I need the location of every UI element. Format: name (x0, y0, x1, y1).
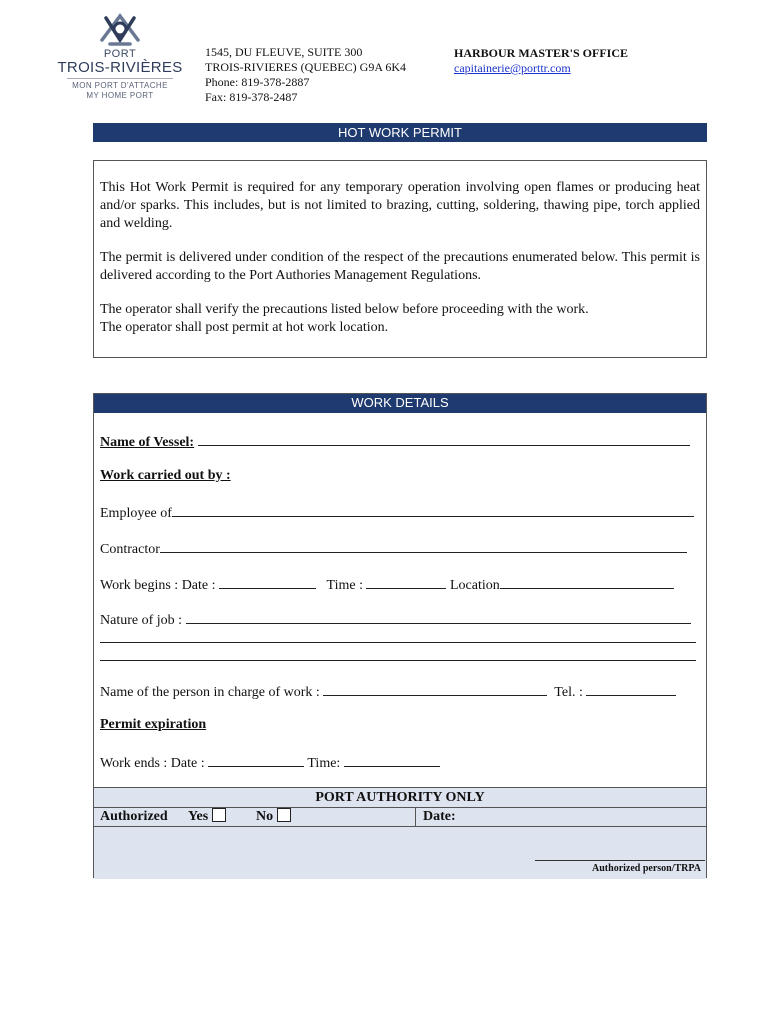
address-fax: Fax: 819-378-2487 (205, 90, 298, 104)
begins-date-field[interactable] (219, 575, 316, 589)
work-details-bar: WORK DETAILS (94, 394, 706, 413)
person-in-charge-field[interactable] (323, 682, 547, 696)
logo-divider (67, 78, 173, 79)
person-in-charge-row (100, 682, 676, 701)
work-ends-row (100, 753, 440, 772)
no-checkbox[interactable] (277, 808, 291, 822)
intro-verify-line: The operator shall verify the precautions listed below before proceeding with the work. (100, 302, 589, 317)
permit-title-bar: HOT WORK PERMIT (93, 123, 707, 142)
location-label: Location (449, 578, 500, 593)
intro-paragraph-3 (100, 301, 700, 337)
person-in-charge-label: Name of the person in charge of work : (100, 685, 320, 700)
begins-time-field[interactable] (366, 575, 446, 589)
contractor-field[interactable] (160, 539, 687, 553)
authorization-row (94, 807, 706, 827)
port-authority-heading: PORT AUTHORITY ONLY (94, 787, 706, 808)
employee-field[interactable] (172, 503, 694, 517)
begins-date-label: Work begins : Date : (100, 578, 216, 593)
work-begins-row (100, 575, 674, 594)
nature-extra-line-1[interactable] (100, 642, 696, 643)
tel-label: Tel. : (554, 685, 583, 700)
logo-tagline-fr: MON PORT D'ATTACHE (72, 81, 168, 90)
office-email-link[interactable]: capitainerie@porttr.com (454, 61, 571, 75)
employee-row (100, 503, 694, 522)
intro-paragraph-1: This Hot Work Permit is required for any temporary operation involving open flames or producing heat and/or sparks. This includes, but is not limited to brazing, cutting, soldering, thawing pipe, torch applied and welding. (100, 180, 700, 231)
yes-option (188, 808, 226, 826)
ends-date-label: Work ends : Date : (100, 756, 205, 771)
auth-date-label: Date: (423, 809, 456, 824)
address-line-1: 1545, DU FLEUVE, SUITE 300 (205, 45, 363, 59)
location-field[interactable] (500, 575, 674, 589)
tel-field[interactable] (586, 682, 676, 696)
signature-label: Authorized person/TRPA (592, 863, 701, 874)
yes-label: Yes (188, 809, 209, 824)
vessel-label: Name of Vessel: (100, 435, 195, 450)
address-phone: Phone: 819-378-2887 (205, 75, 310, 89)
permit-expiration-label: Permit expiration (100, 717, 207, 732)
carried-out-label-row (100, 468, 231, 484)
office-title: HARBOUR MASTER'S OFFICE (454, 46, 629, 60)
nature-field[interactable] (186, 610, 691, 624)
contractor-row (100, 539, 687, 558)
date-divider (415, 808, 416, 827)
employee-label: Employee of (100, 506, 172, 521)
ends-date-field[interactable] (208, 753, 304, 767)
no-option (256, 808, 291, 826)
carried-out-label: Work carried out by : (100, 468, 231, 483)
intro-paragraph-2: The permit is delivered under condition of the respect of the precautions enumerated below. This permit is delivered according to the Port Authories Management Regulations. (100, 250, 700, 283)
contractor-label: Contractor (100, 542, 160, 557)
intro-box (93, 160, 707, 358)
ends-time-field[interactable] (344, 753, 440, 767)
expiration-label-row (100, 717, 206, 733)
vessel-row (100, 432, 690, 451)
anchor-knot-icon (96, 10, 144, 48)
yes-checkbox[interactable] (212, 808, 226, 822)
port-logo (55, 10, 185, 110)
nature-extra-line-2[interactable] (100, 660, 696, 661)
port-address (205, 45, 406, 105)
harbour-office (454, 46, 628, 76)
nature-label: Nature of job : (100, 613, 183, 628)
begins-time-label: Time : (326, 578, 363, 593)
logo-port-name: TROIS-RIVIÈRES (57, 59, 183, 76)
logo-tagline-en: MY HOME PORT (86, 91, 154, 100)
logo-port-word: PORT (103, 48, 137, 60)
work-details-section (93, 393, 707, 878)
vessel-field[interactable] (198, 432, 690, 446)
no-label: No (256, 809, 274, 824)
ends-time-label: Time: (307, 756, 341, 771)
address-line-2: TROIS-RIVIERES (QUEBEC) G9A 6K4 (205, 60, 406, 74)
nature-row (100, 610, 691, 629)
authorized-label: Authorized (100, 809, 168, 824)
signature-line (535, 860, 705, 861)
intro-post-line: The operator shall post permit at hot work location. (100, 320, 389, 335)
